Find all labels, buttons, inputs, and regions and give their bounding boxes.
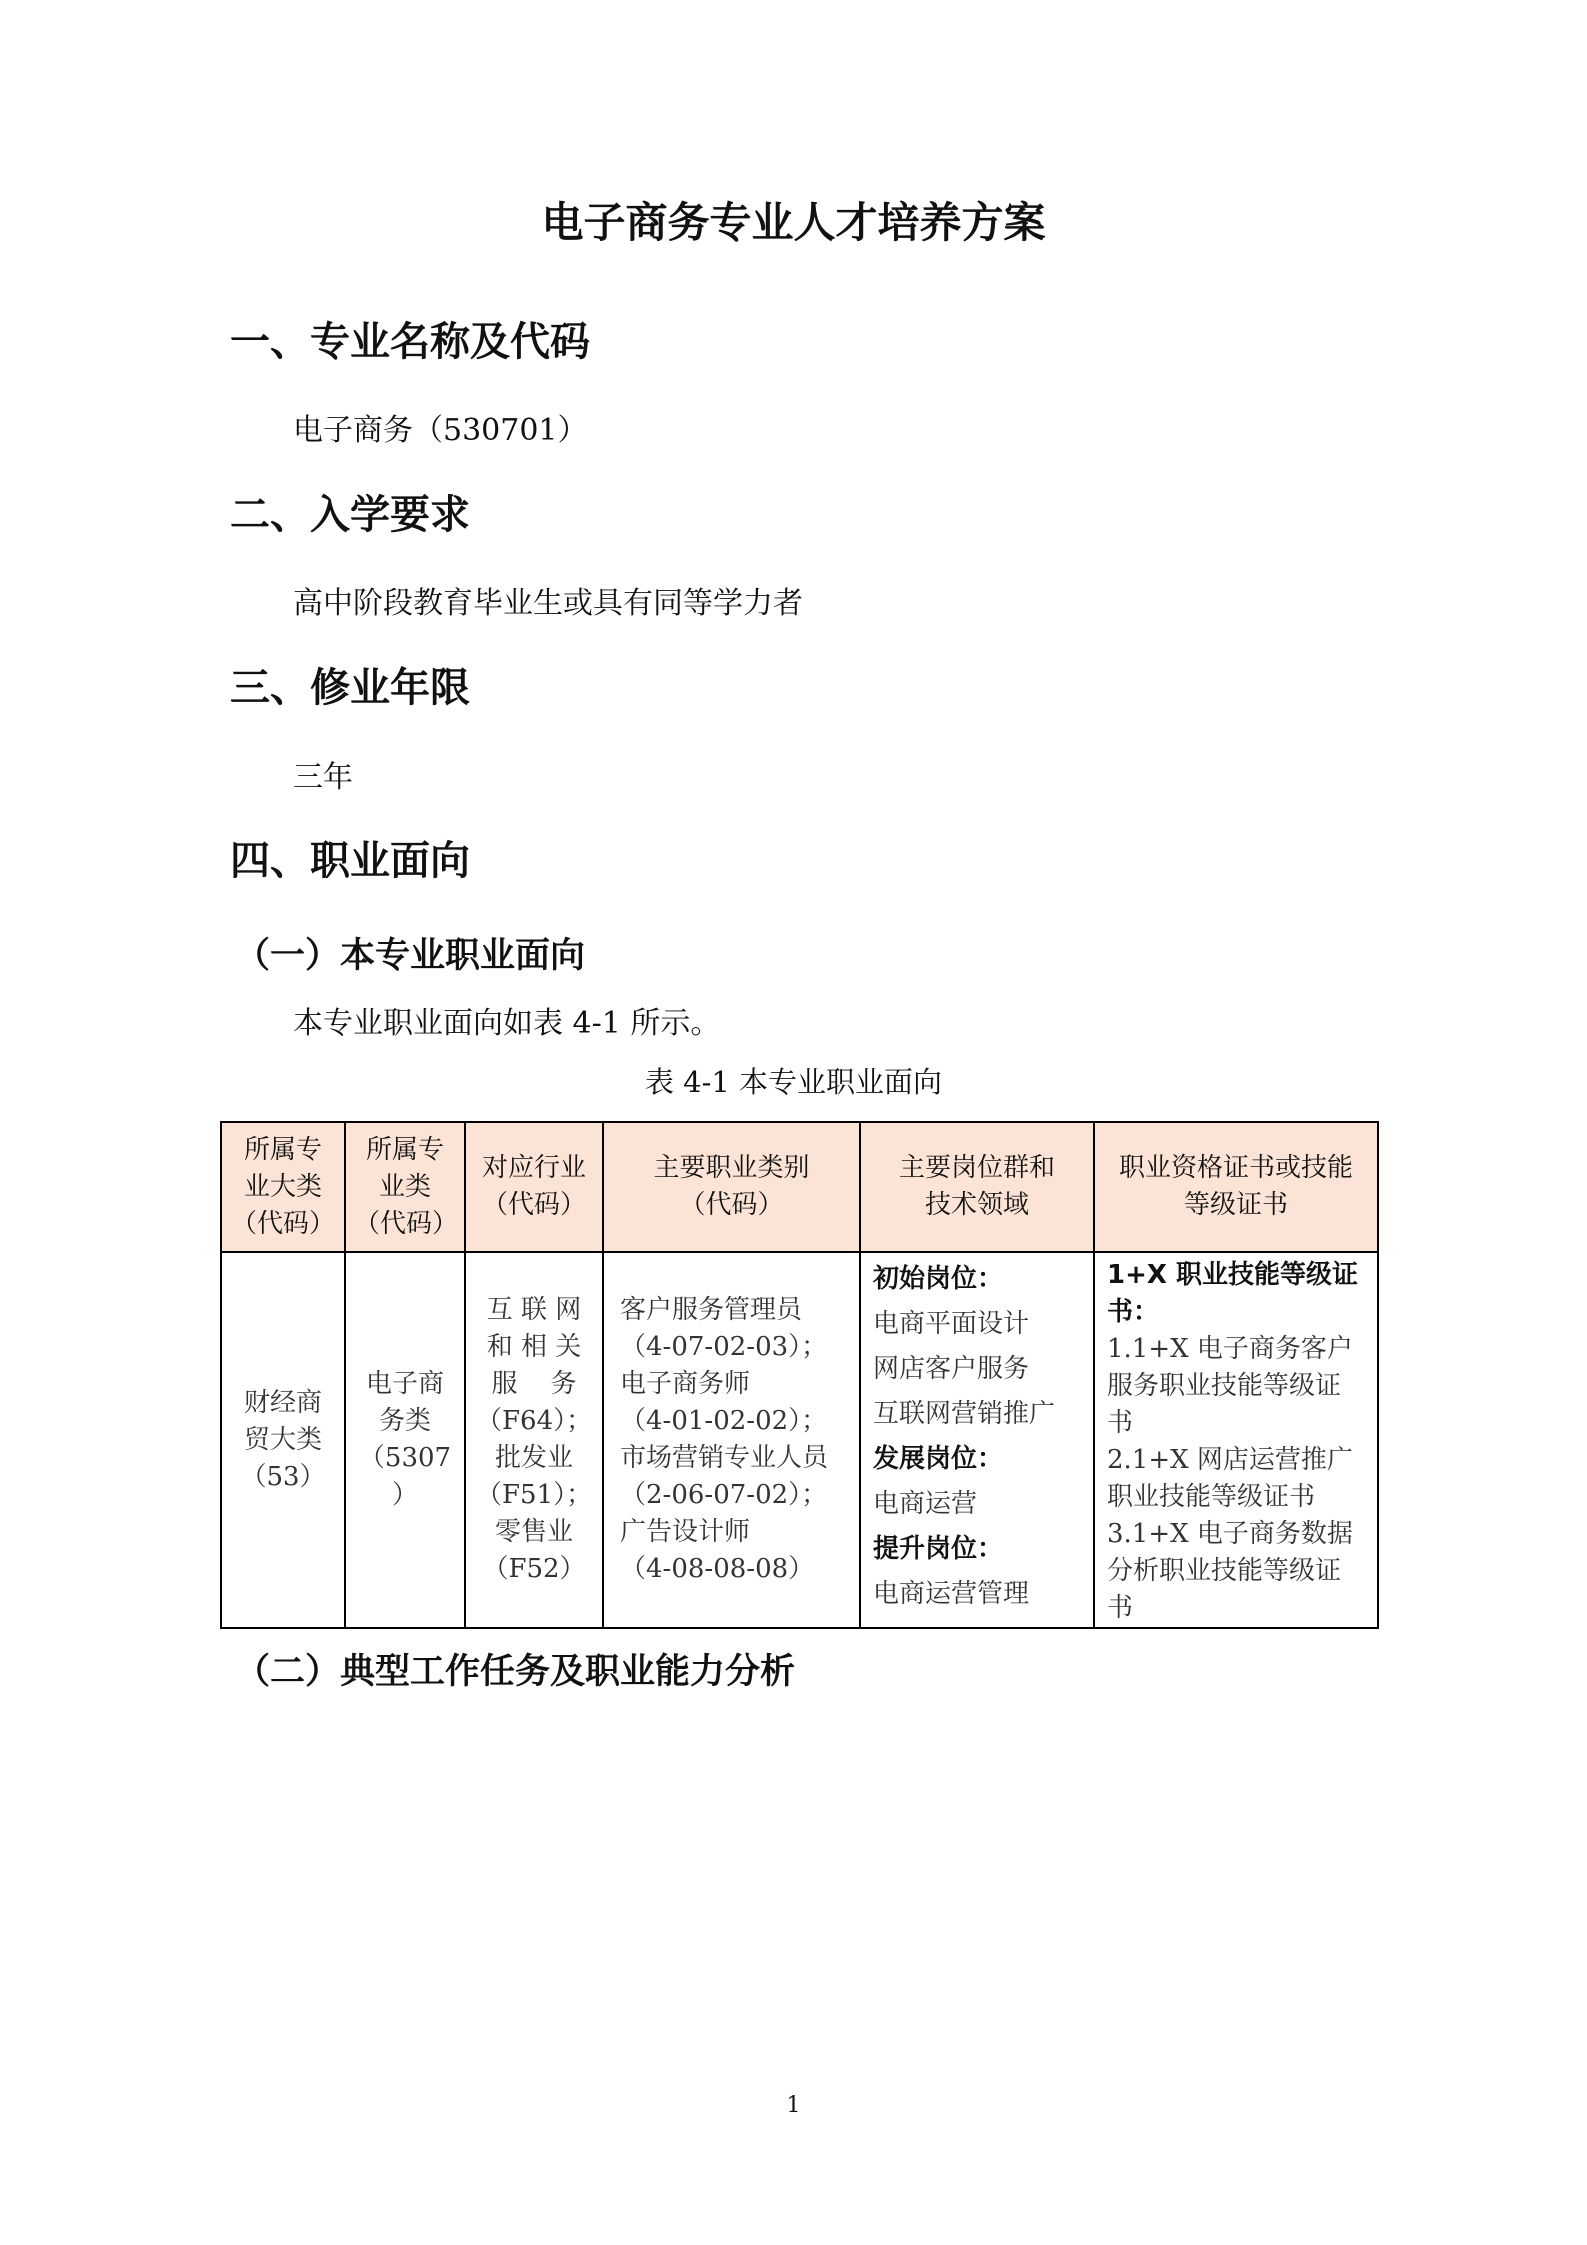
header-line: 主要职业类别 [653, 1153, 810, 1183]
cell-line: 财经商 [243, 1387, 322, 1418]
cell-line: 书 [1107, 1593, 1134, 1623]
section-heading-career: 四、职业面向 [230, 838, 470, 884]
initial-positions-label: 初始岗位： [873, 1264, 1004, 1294]
career-orientation-table [220, 1121, 1379, 1629]
cell-line: 零售业 [494, 1517, 573, 1547]
cell-line: 电商平面设计 [873, 1309, 1030, 1339]
cell-line: 和 相 关 [486, 1332, 582, 1362]
cell-certificates [1094, 1252, 1378, 1628]
cell-major-class [345, 1252, 465, 1628]
header-line: （代码） [230, 1208, 335, 1239]
section-heading-duration: 三、修业年限 [230, 665, 470, 711]
header-industry [465, 1122, 603, 1252]
cell-line: 电商运营管理 [873, 1579, 1030, 1609]
cell-line: 互联网营销推广 [873, 1399, 1056, 1429]
cell-line: 职业技能等级证书 [1107, 1482, 1316, 1512]
cell-line: （4-08-08-08） [620, 1554, 815, 1584]
develop-positions-label: 发展岗位： [873, 1444, 1004, 1474]
header-line: 技术领域 [924, 1190, 1029, 1220]
cell-line: （F51）； [476, 1480, 593, 1510]
certificates-label: 书： [1107, 1297, 1160, 1327]
cell-line: 电子商 [365, 1369, 444, 1399]
subsection-heading-career-orientation: （一）本专业职业面向 [235, 936, 586, 976]
cell-line: 贸大类 [243, 1424, 322, 1455]
cell-line: 电子商务师 [620, 1369, 751, 1399]
table-row [221, 1252, 1378, 1628]
certificates-label: 1+X 职业技能等级证 [1107, 1260, 1358, 1290]
header-line: 等级证书 [1183, 1190, 1288, 1220]
header-line: 业大类 [243, 1171, 322, 1202]
header-line: 所属专 [243, 1134, 322, 1165]
cell-line: 服 务 [491, 1369, 577, 1399]
header-line: 职业资格证书或技能 [1118, 1153, 1353, 1183]
cell-line: （53） [240, 1461, 326, 1492]
admission-text: 高中阶段教育毕业生或具有同等学力者 [293, 586, 803, 621]
cell-line: 广告设计师 [620, 1517, 751, 1547]
cell-line: （2-06-07-02）； [620, 1480, 828, 1510]
header-line: 对应行业 [481, 1153, 586, 1183]
cell-line: （5307 [358, 1443, 452, 1473]
cell-occupations [603, 1252, 860, 1628]
cell-line: 互 联 网 [486, 1295, 582, 1325]
header-line: 业类 [378, 1171, 431, 1202]
section-heading-admission: 二、入学要求 [230, 492, 470, 538]
cell-line: （4-01-02-02）； [620, 1406, 828, 1436]
table-caption: 表 4-1 本专业职业面向 [644, 1065, 943, 1099]
section-heading-major-name: 一、专业名称及代码 [230, 319, 590, 365]
cell-line: 服务职业技能等级证 [1107, 1371, 1342, 1401]
career-orientation-text: 本专业职业面向如表 4-1 所示。 [293, 1006, 721, 1041]
subsection-heading-task-analysis: （二）典型工作任务及职业能力分析 [235, 1652, 796, 1692]
cell-line: 客户服务管理员 [620, 1295, 803, 1325]
duration-text: 三年 [293, 760, 353, 795]
cell-line: 批发业 [494, 1443, 573, 1473]
header-occupations [603, 1122, 860, 1252]
header-major-category [221, 1122, 345, 1252]
cell-line: 电商运营 [873, 1489, 978, 1519]
page-number: 1 [786, 2093, 801, 2118]
header-line: （代码） [481, 1190, 586, 1220]
cell-line: （F52） [482, 1554, 586, 1584]
promote-positions-label: 提升岗位： [873, 1534, 1004, 1564]
cell-line: （4-07-02-03）； [620, 1332, 828, 1362]
cell-line: 网店客户服务 [873, 1354, 1030, 1384]
cell-line: ） [391, 1480, 418, 1510]
cell-positions [860, 1252, 1094, 1628]
cell-line: 1.1+X 电子商务客户 [1107, 1334, 1353, 1364]
header-line: 所属专 [365, 1134, 444, 1165]
header-line: （代码） [679, 1190, 784, 1220]
header-major-class [345, 1122, 465, 1252]
header-positions [860, 1122, 1094, 1252]
major-name-text: 电子商务（530701） [293, 413, 588, 448]
document-title: 电子商务专业人才培养方案 [541, 198, 1046, 247]
cell-line: （F64）； [476, 1406, 593, 1436]
cell-line: 市场营销专业人员 [620, 1443, 829, 1473]
header-line: 主要岗位群和 [898, 1153, 1055, 1183]
cell-line: 务类 [378, 1406, 431, 1436]
cell-line: 2.1+X 网店运营推广 [1107, 1445, 1353, 1475]
cell-industry [465, 1252, 603, 1628]
cell-line: 分析职业技能等级证 [1107, 1556, 1342, 1586]
header-certificates [1094, 1122, 1378, 1252]
table-header-row [221, 1122, 1378, 1252]
header-line: （代码） [354, 1208, 459, 1239]
cell-line: 书 [1107, 1408, 1134, 1438]
cell-major-category [221, 1252, 345, 1628]
cell-line: 3.1+X 电子商务数据 [1107, 1519, 1353, 1549]
